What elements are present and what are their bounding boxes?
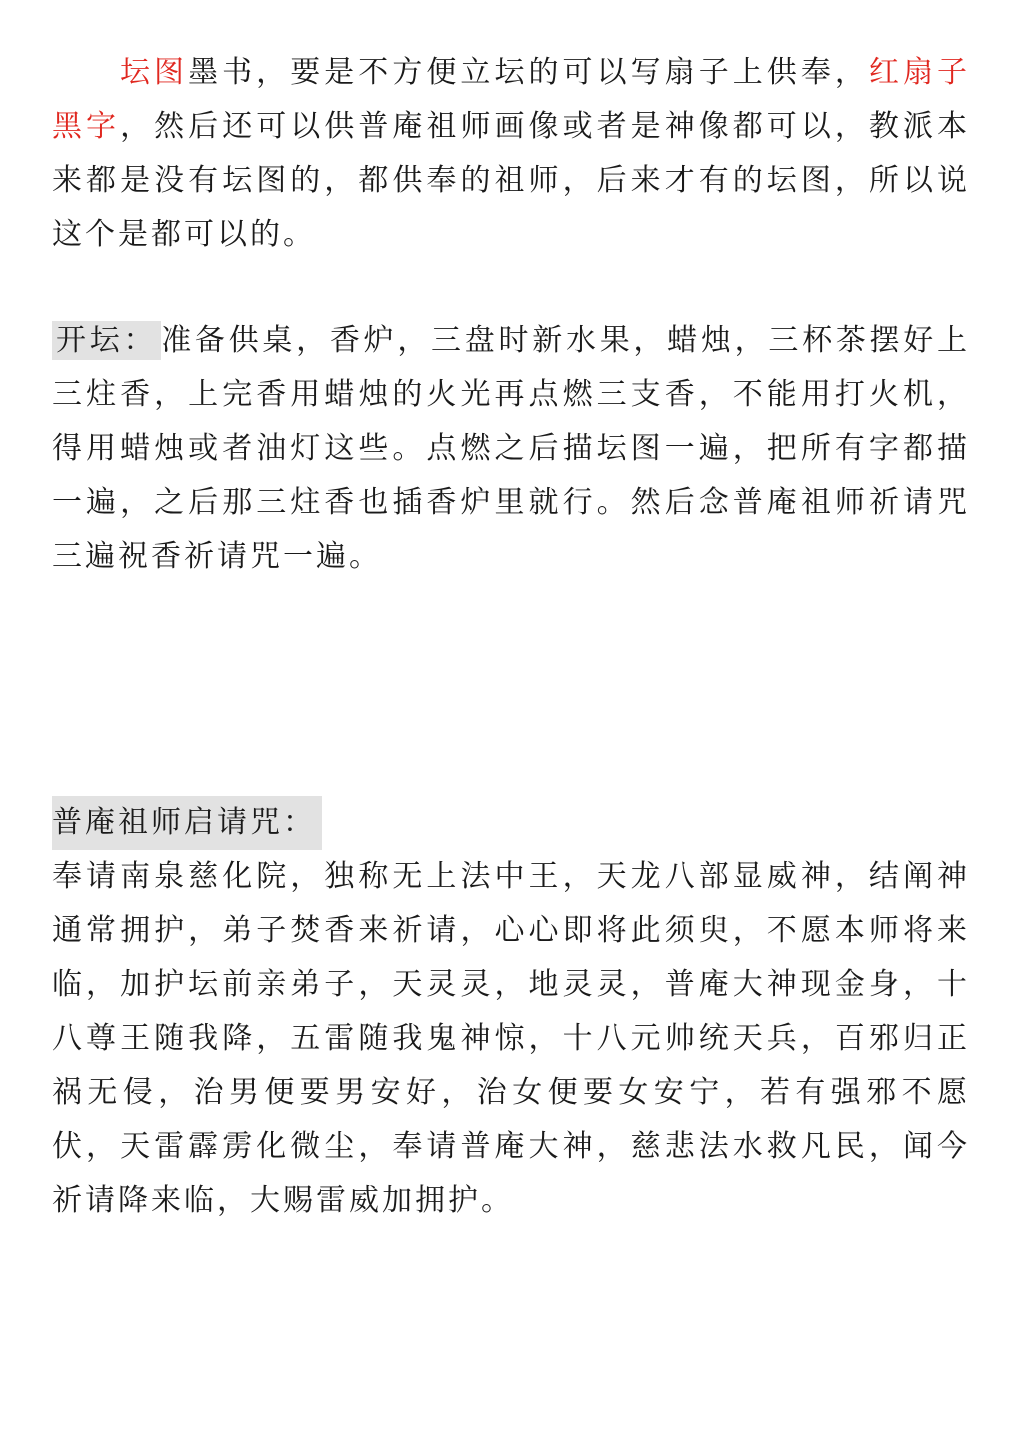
highlight-altar-diagram: 坛图 [120,55,189,90]
intro-paragraph [52,46,970,262]
intro-text-1: 墨书，要是不方便立坛的可以写扇子上供奉， [188,55,869,90]
open-altar-text: 准备供桌，香炉，三盘时新水果，蜡烛，三杯茶摆好上三炷香，上完香用蜡烛的火光再点燃三支香，不能用打火机，得用蜡烛或者油灯这些。点燃之后描坛图一遍，把所有字都描一遍，之后那三炷香也插香炉里就行。然后念普庵祖师祈请咒三遍祝香祈请咒一遍。 [52,323,971,574]
highlight-red-fan: 红扇子黑字 [52,55,971,144]
open-altar-paragraph [52,314,970,584]
invocation-heading: 普庵祖师启请咒： [52,796,322,850]
invocation-section [52,796,970,1228]
invocation-text: 奉请南泉慈化院，独称无上法中王，天龙八部显威神，结阐神通常拥护，弟子焚香来祈请，心心即将此须臾，不愿本师将来临，加护坛前亲弟子，天灵灵，地灵灵，普庵大神现金身，十八尊王随我降，五雷随我鬼神惊，十八元帅统天兵，百邪归正祸无侵，治男便要男安好，治女便要女安宁，若有强邪不愿伏，天雷霹雳化微尘，奉请普庵大神，慈悲法水救凡民，闻今祈请降来临，大赐雷威加拥护。 [52,859,970,1218]
open-altar-label: 开坛： [52,321,161,360]
intro-text-2: ，然后还可以供普庵祖师画像或者是神像都可以，教派本来都是没有坛图的，都供奉的祖师，后来才有的坛图，所以说这个是都可以的。 [52,109,971,252]
